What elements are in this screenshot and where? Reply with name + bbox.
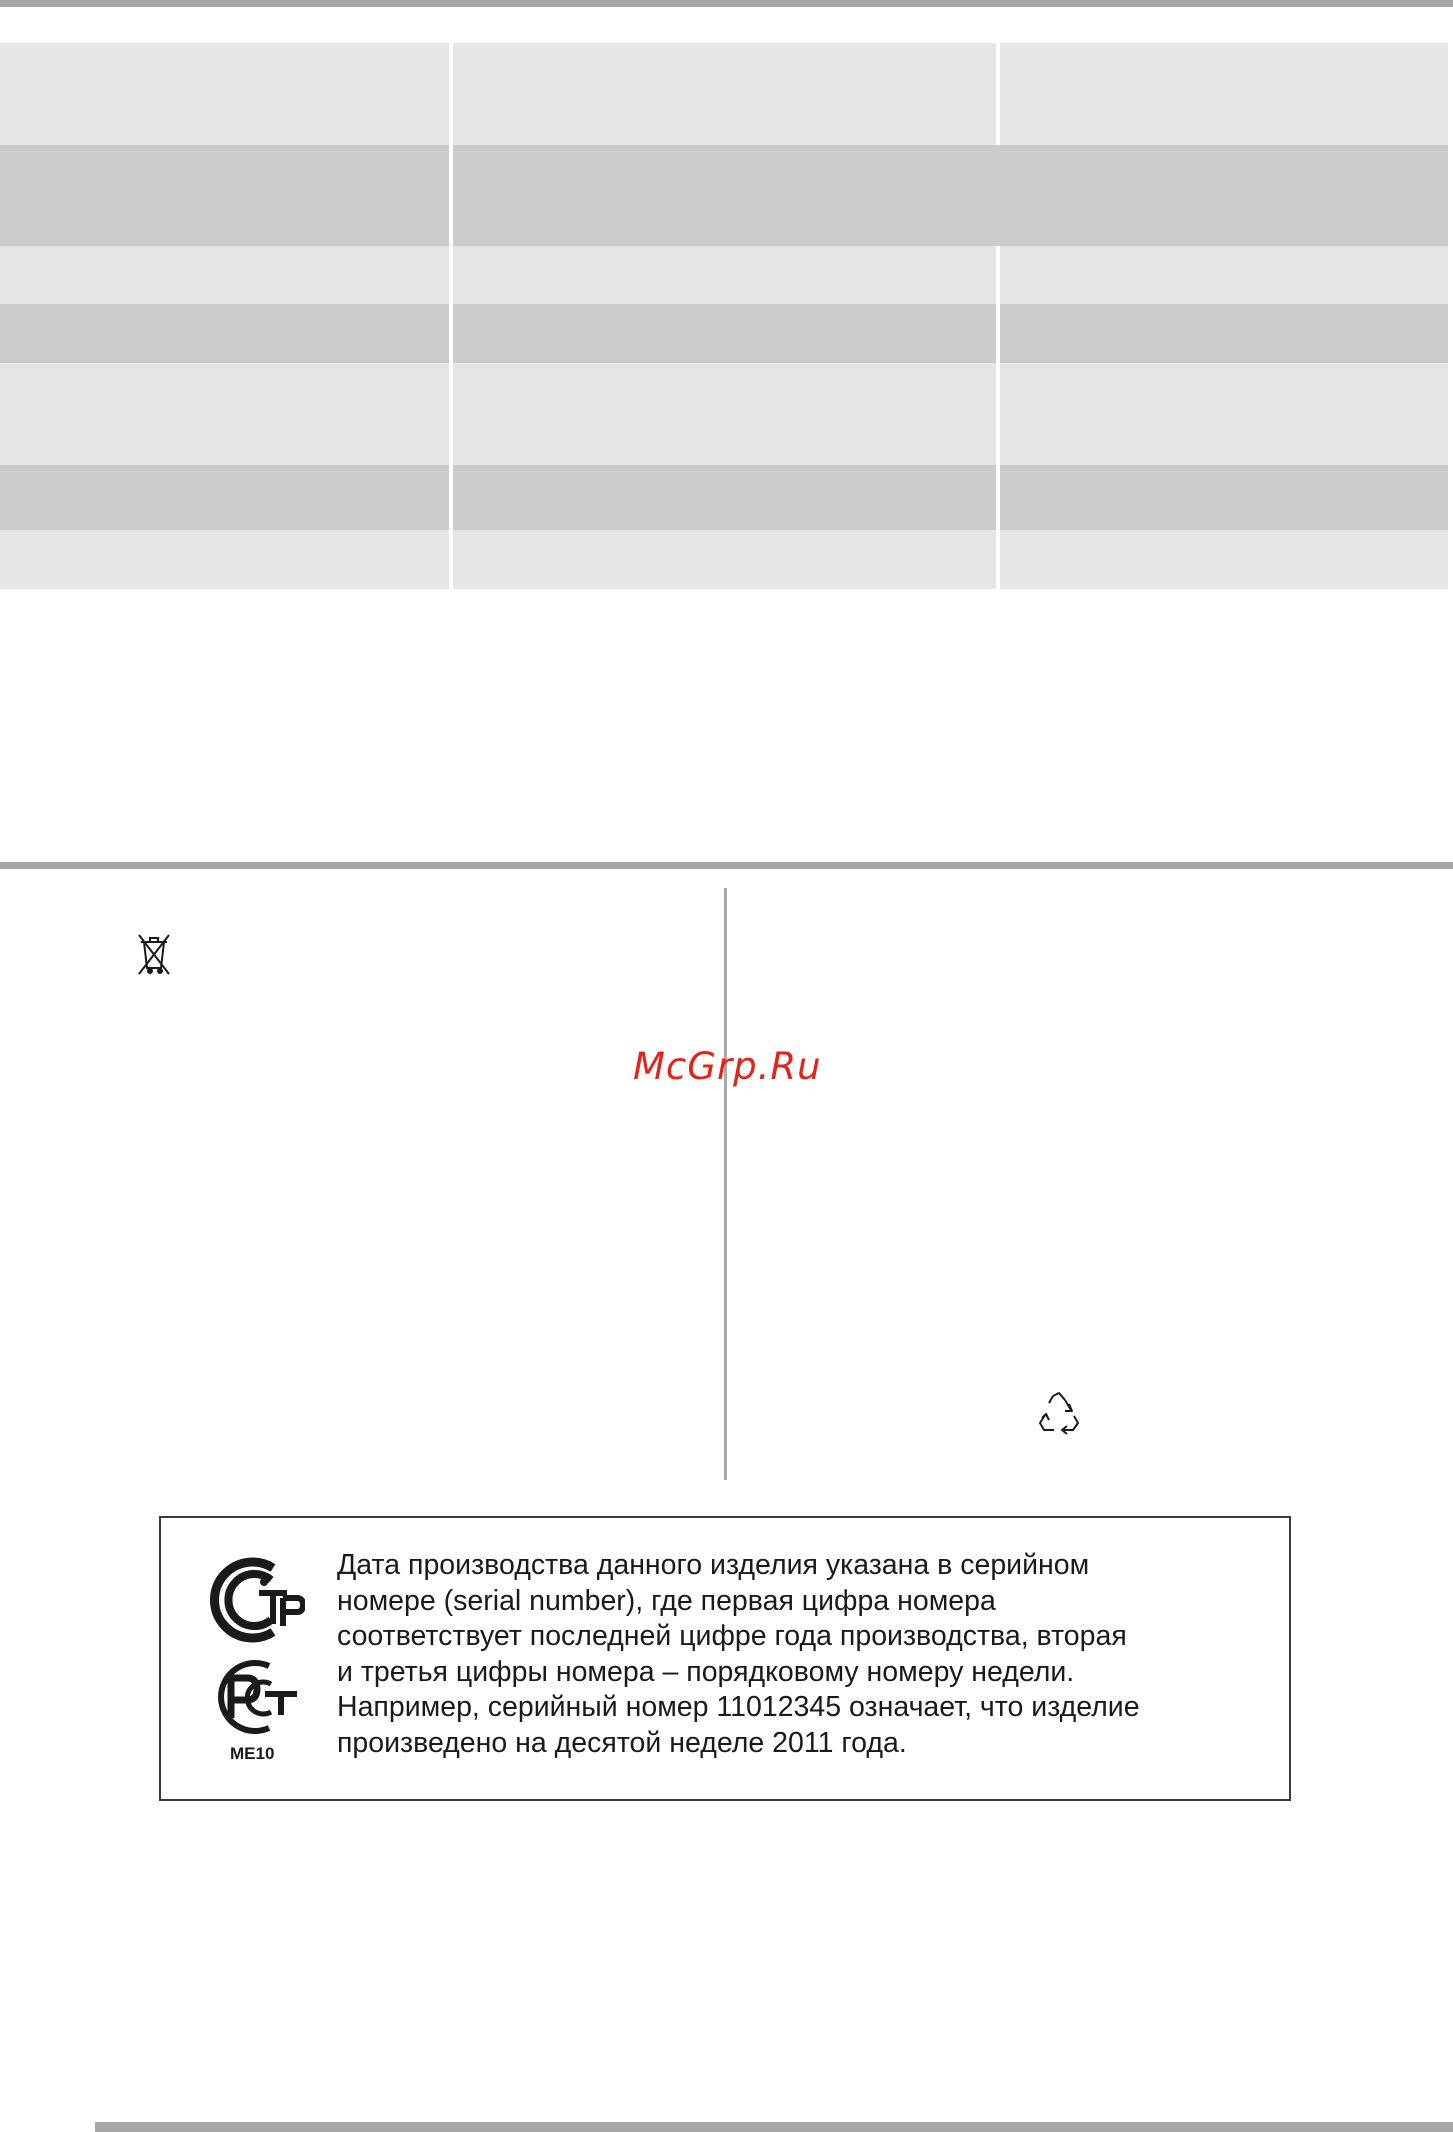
notice-line: произведено на десятой неделе 2011 года. (337, 1726, 907, 1759)
table-cell (453, 465, 996, 530)
table-cell (453, 304, 996, 363)
table-cell (1000, 246, 1448, 304)
rst-certification-logo (203, 1658, 303, 1736)
recycle-icon (1036, 1390, 1082, 1436)
table-cell (453, 363, 996, 465)
crossed-out-wheelie-bin-icon (136, 930, 172, 978)
notice-line: Например, серийный номер 11012345 означает, что изделие (337, 1691, 1140, 1723)
table-cell (0, 246, 449, 304)
table-cell (0, 363, 449, 465)
table-cell (1000, 465, 1448, 530)
table-cell (453, 530, 996, 589)
table-cell-merged (453, 145, 1448, 246)
table-cell (1000, 530, 1448, 589)
table-cell (0, 530, 449, 589)
table-row (0, 363, 1448, 465)
table-cell (0, 304, 449, 363)
spec-table (0, 43, 1448, 589)
notice-line: Дата производства данного изделия указана в серийном (337, 1549, 1090, 1581)
eac-certification-logo (201, 1554, 305, 1646)
table-row (0, 43, 1448, 145)
notice-line: номере (serial number), где первая цифра номера (337, 1584, 996, 1617)
table-cell (0, 145, 449, 246)
watermark: McGrp.Ru (633, 1045, 822, 1088)
table-row (0, 304, 1448, 363)
table-cell (0, 43, 449, 145)
table-row (0, 530, 1448, 589)
top-rule (0, 0, 1453, 7)
notice-line: соответствует последней цифре года производства, вторая (337, 1620, 1127, 1652)
column-divider (724, 888, 727, 1480)
manufacture-date-notice (159, 1516, 1291, 1801)
table-cell (1000, 304, 1448, 363)
table-row (0, 465, 1448, 530)
table-cell (453, 43, 996, 145)
table-row (0, 145, 1448, 246)
bottom-rule (95, 2122, 1453, 2132)
table-cell (453, 246, 996, 304)
table-cell (1000, 363, 1448, 465)
certification-code: ME10 (230, 1744, 275, 1763)
notice-line: и третья цифры номера – порядковому номеру недели. (337, 1655, 1075, 1688)
section-rule (0, 862, 1453, 869)
notice-text (337, 1548, 1267, 1761)
table-row (0, 246, 1448, 304)
table-cell (0, 465, 449, 530)
table-cell (1000, 43, 1448, 145)
